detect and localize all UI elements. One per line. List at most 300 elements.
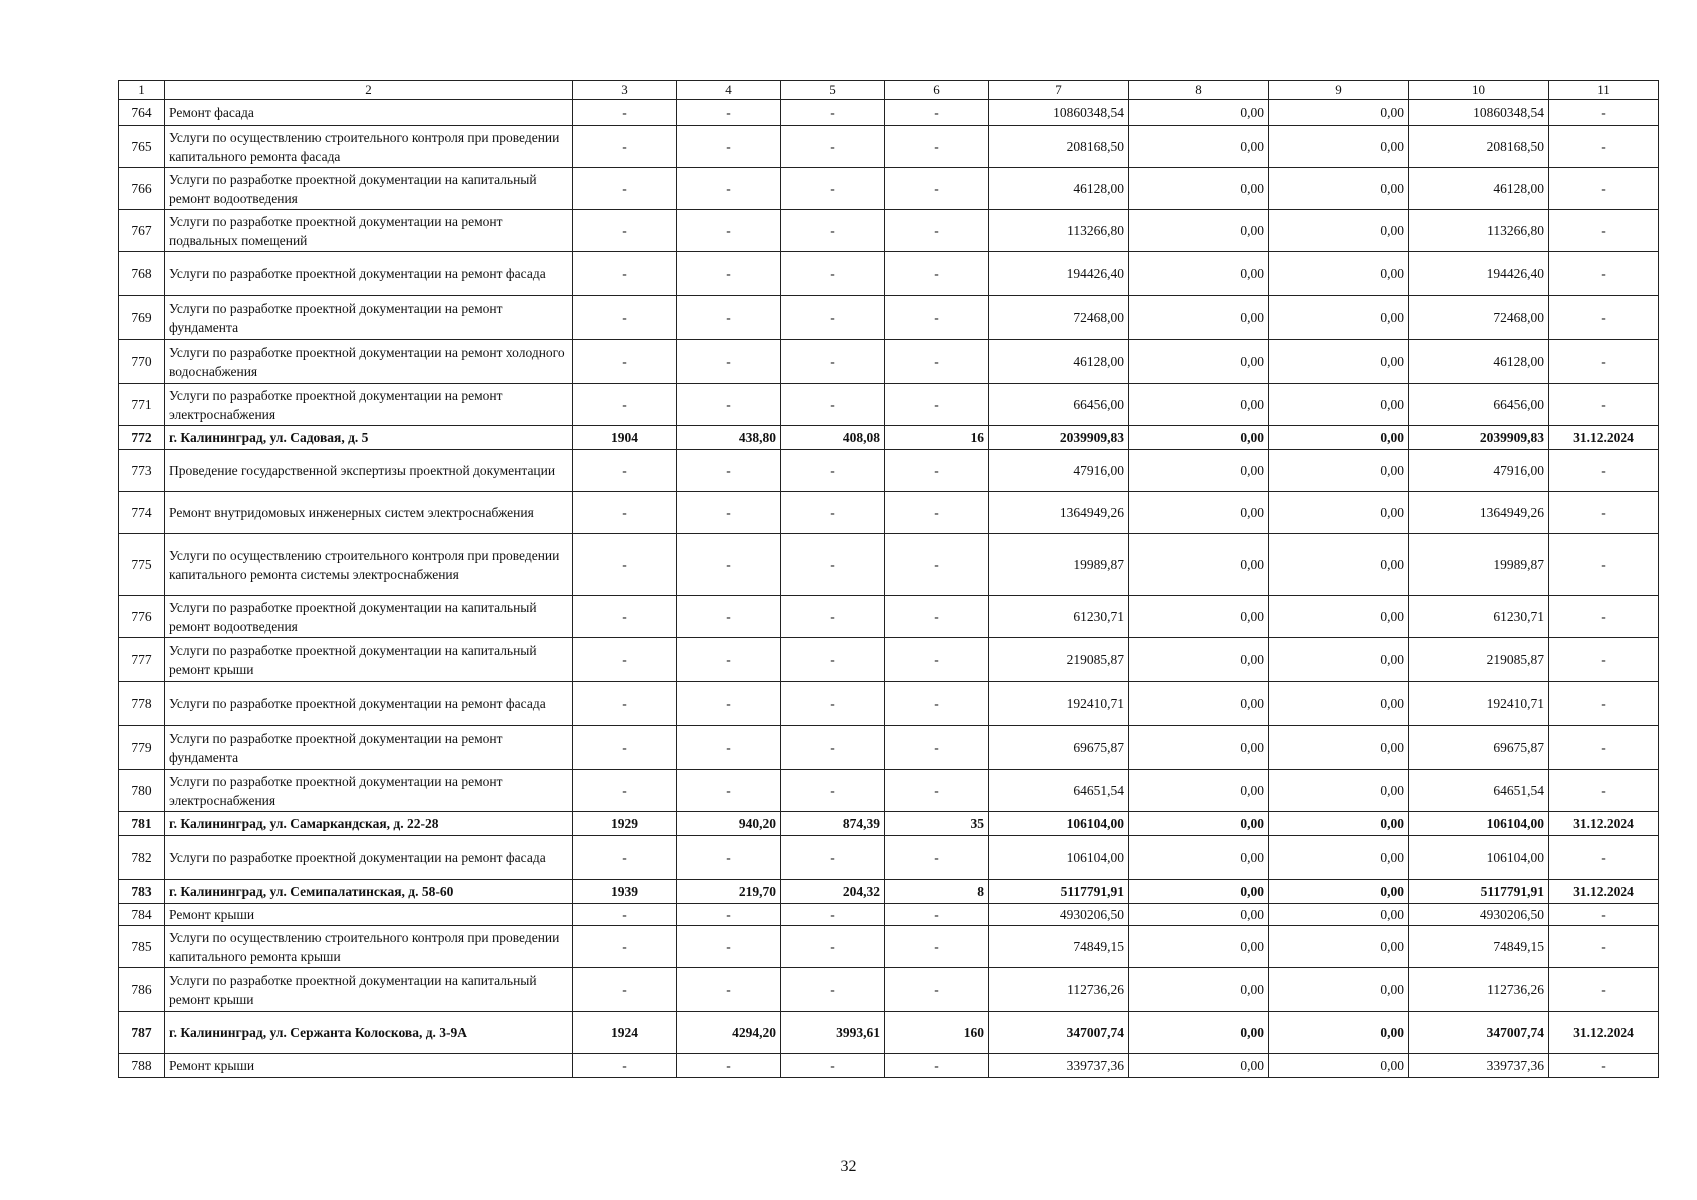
value-cell: 1939 (573, 880, 677, 904)
header-cell: 3 (573, 81, 677, 100)
table-row (119, 836, 1659, 880)
value-cell: 0,00 (1269, 1054, 1409, 1078)
value-cell: 0,00 (1269, 836, 1409, 880)
row-number-cell: 770 (119, 340, 165, 384)
value-cell: 66456,00 (1409, 384, 1549, 426)
value-cell: 8 (885, 880, 989, 904)
value-cell: 35 (885, 812, 989, 836)
value-cell: - (1549, 450, 1659, 492)
description-cell: г. Калининград, ул. Семипалатинская, д. 58-60 (165, 880, 573, 904)
value-cell: - (573, 904, 677, 926)
value-cell: - (1549, 126, 1659, 168)
header-cell: 1 (119, 81, 165, 100)
page-number: 32 (840, 1158, 857, 1175)
table-row (119, 126, 1659, 168)
value-cell: 0,00 (1269, 100, 1409, 126)
value-cell: 0,00 (1269, 252, 1409, 296)
value-cell: - (573, 126, 677, 168)
value-cell: 46128,00 (989, 340, 1129, 384)
value-cell: - (781, 926, 885, 968)
value-cell: - (781, 836, 885, 880)
value-cell: - (885, 1054, 989, 1078)
value-cell: 106104,00 (989, 836, 1129, 880)
value-cell: - (781, 904, 885, 926)
value-cell: - (573, 596, 677, 638)
row-number-cell: 774 (119, 492, 165, 534)
row-number-cell: 771 (119, 384, 165, 426)
table-row (119, 726, 1659, 770)
value-cell: - (677, 296, 781, 340)
value-cell: - (573, 1054, 677, 1078)
table-row (119, 168, 1659, 210)
value-cell: - (1549, 836, 1659, 880)
value-cell: - (781, 682, 885, 726)
value-cell: - (573, 638, 677, 682)
description-cell: Услуги по разработке проектной документации на ремонт фундамента (165, 296, 573, 340)
header-cell: 7 (989, 81, 1129, 100)
row-number-cell: 769 (119, 296, 165, 340)
value-cell: 0,00 (1129, 926, 1269, 968)
description-cell: Услуги по разработке проектной документации на ремонт фасада (165, 252, 573, 296)
table-row (119, 770, 1659, 812)
value-cell: - (573, 210, 677, 252)
row-number-cell: 786 (119, 968, 165, 1012)
value-cell: 160 (885, 1012, 989, 1054)
value-cell: - (885, 596, 989, 638)
value-cell: 0,00 (1269, 968, 1409, 1012)
value-cell: 1364949,26 (1409, 492, 1549, 534)
value-cell: - (781, 126, 885, 168)
row-number-cell: 779 (119, 726, 165, 770)
row-number-cell: 782 (119, 836, 165, 880)
row-number-cell: 787 (119, 1012, 165, 1054)
value-cell: - (573, 836, 677, 880)
value-cell: 339737,36 (989, 1054, 1129, 1078)
value-cell: - (677, 904, 781, 926)
value-cell: 10860348,54 (1409, 100, 1549, 126)
value-cell: 0,00 (1129, 426, 1269, 450)
value-cell: - (677, 770, 781, 812)
row-number-cell: 766 (119, 168, 165, 210)
table-row (119, 638, 1659, 682)
value-cell: 31.12.2024 (1549, 426, 1659, 450)
description-cell: г. Калининград, ул. Самаркандская, д. 22-28 (165, 812, 573, 836)
value-cell: 46128,00 (989, 168, 1129, 210)
value-cell: 46128,00 (1409, 168, 1549, 210)
value-cell: 940,20 (677, 812, 781, 836)
value-cell: 2039909,83 (1409, 426, 1549, 450)
value-cell: - (885, 384, 989, 426)
row-number-cell: 783 (119, 880, 165, 904)
value-cell: 72468,00 (1409, 296, 1549, 340)
value-cell: - (885, 126, 989, 168)
row-number-cell: 788 (119, 1054, 165, 1078)
value-cell: 5117791,91 (1409, 880, 1549, 904)
value-cell: 0,00 (1129, 384, 1269, 426)
table-row (119, 682, 1659, 726)
description-cell: г. Калининград, ул. Садовая, д. 5 (165, 426, 573, 450)
description-cell: Ремонт крыши (165, 904, 573, 926)
value-cell: 408,08 (781, 426, 885, 450)
value-cell: 0,00 (1269, 340, 1409, 384)
description-cell: Услуги по осуществлению строительного контроля при проведении капитального ремонта крыши (165, 926, 573, 968)
table-row (119, 426, 1659, 450)
value-cell: - (1549, 682, 1659, 726)
value-cell: 0,00 (1269, 450, 1409, 492)
description-cell: Ремонт внутридомовых инженерных систем электроснабжения (165, 492, 573, 534)
value-cell: 347007,74 (1409, 1012, 1549, 1054)
table-row (119, 1054, 1659, 1078)
table-row (119, 384, 1659, 426)
value-cell: 106104,00 (1409, 812, 1549, 836)
table-row (119, 880, 1659, 904)
value-cell: 0,00 (1269, 638, 1409, 682)
value-cell: 0,00 (1269, 1012, 1409, 1054)
value-cell: - (1549, 904, 1659, 926)
value-cell: 72468,00 (989, 296, 1129, 340)
value-cell: 874,39 (781, 812, 885, 836)
value-cell: 0,00 (1269, 596, 1409, 638)
value-cell: 0,00 (1269, 880, 1409, 904)
value-cell: - (677, 534, 781, 596)
header-cell: 2 (165, 81, 573, 100)
value-cell: 219,70 (677, 880, 781, 904)
value-cell: - (677, 492, 781, 534)
value-cell: - (1549, 100, 1659, 126)
value-cell: 0,00 (1269, 812, 1409, 836)
row-number-cell: 767 (119, 210, 165, 252)
value-cell: - (1549, 384, 1659, 426)
value-cell: 19989,87 (1409, 534, 1549, 596)
column-number-row (119, 81, 1659, 100)
value-cell: - (885, 726, 989, 770)
value-cell: 113266,80 (989, 210, 1129, 252)
value-cell: - (1549, 340, 1659, 384)
value-cell: - (573, 168, 677, 210)
value-cell: 112736,26 (1409, 968, 1549, 1012)
value-cell: - (885, 926, 989, 968)
table-row (119, 1012, 1659, 1054)
value-cell: - (573, 926, 677, 968)
value-cell: - (781, 384, 885, 426)
value-cell: 0,00 (1269, 168, 1409, 210)
description-cell: Услуги по разработке проектной документации на капитальный ремонт водоотведения (165, 596, 573, 638)
value-cell: - (573, 340, 677, 384)
value-cell: - (573, 682, 677, 726)
table-row (119, 296, 1659, 340)
header-cell: 9 (1269, 81, 1409, 100)
value-cell: 106104,00 (1409, 836, 1549, 880)
description-cell: Ремонт крыши (165, 1054, 573, 1078)
value-cell: - (885, 968, 989, 1012)
table-row (119, 596, 1659, 638)
value-cell: 69675,87 (989, 726, 1129, 770)
header-cell: 11 (1549, 81, 1659, 100)
table-body (119, 81, 1659, 1078)
value-cell: - (781, 596, 885, 638)
value-cell: - (781, 168, 885, 210)
table-row (119, 968, 1659, 1012)
value-cell: 112736,26 (989, 968, 1129, 1012)
value-cell: 0,00 (1129, 682, 1269, 726)
description-cell: Услуги по осуществлению строительного контроля при проведении капитального ремонта системы электроснабжения (165, 534, 573, 596)
value-cell: 0,00 (1129, 534, 1269, 596)
value-cell: 0,00 (1129, 1012, 1269, 1054)
row-number-cell: 773 (119, 450, 165, 492)
value-cell: 69675,87 (1409, 726, 1549, 770)
value-cell: 16 (885, 426, 989, 450)
header-cell: 10 (1409, 81, 1549, 100)
value-cell: 47916,00 (1409, 450, 1549, 492)
value-cell: 0,00 (1269, 384, 1409, 426)
value-cell: 0,00 (1269, 904, 1409, 926)
value-cell: 0,00 (1129, 596, 1269, 638)
value-cell: - (677, 126, 781, 168)
value-cell: - (573, 450, 677, 492)
value-cell: - (573, 252, 677, 296)
value-cell: - (885, 100, 989, 126)
value-cell: 106104,00 (989, 812, 1129, 836)
value-cell: 2039909,83 (989, 426, 1129, 450)
value-cell: 0,00 (1129, 904, 1269, 926)
value-cell: 0,00 (1129, 100, 1269, 126)
value-cell: - (781, 252, 885, 296)
value-cell: 0,00 (1269, 534, 1409, 596)
value-cell: - (885, 210, 989, 252)
value-cell: - (573, 968, 677, 1012)
value-cell: 19989,87 (989, 534, 1129, 596)
value-cell: 4930206,50 (989, 904, 1129, 926)
value-cell: 219085,87 (1409, 638, 1549, 682)
value-cell: - (1549, 296, 1659, 340)
value-cell: - (677, 836, 781, 880)
table-row (119, 252, 1659, 296)
value-cell: - (573, 100, 677, 126)
table-row (119, 812, 1659, 836)
value-cell: - (677, 596, 781, 638)
value-cell: 0,00 (1129, 1054, 1269, 1078)
row-number-cell: 764 (119, 100, 165, 126)
value-cell: - (1549, 638, 1659, 682)
value-cell: 192410,71 (989, 682, 1129, 726)
value-cell: 4930206,50 (1409, 904, 1549, 926)
value-cell: 1929 (573, 812, 677, 836)
header-cell: 6 (885, 81, 989, 100)
value-cell: - (1549, 596, 1659, 638)
value-cell: - (781, 492, 885, 534)
value-cell: 194426,40 (989, 252, 1129, 296)
description-cell: Услуги по разработке проектной документации на капитальный ремонт крыши (165, 968, 573, 1012)
value-cell: - (781, 210, 885, 252)
value-cell: - (677, 968, 781, 1012)
value-cell: - (677, 726, 781, 770)
header-cell: 4 (677, 81, 781, 100)
value-cell: 438,80 (677, 426, 781, 450)
value-cell: 339737,36 (1409, 1054, 1549, 1078)
value-cell: - (573, 770, 677, 812)
value-cell: - (885, 534, 989, 596)
value-cell: - (573, 296, 677, 340)
value-cell: 64651,54 (989, 770, 1129, 812)
value-cell: 4294,20 (677, 1012, 781, 1054)
value-cell: - (781, 534, 885, 596)
value-cell: - (1549, 168, 1659, 210)
value-cell: - (677, 450, 781, 492)
description-cell: Услуги по разработке проектной документации на ремонт фасада (165, 836, 573, 880)
value-cell: 0,00 (1269, 682, 1409, 726)
value-cell: 47916,00 (989, 450, 1129, 492)
value-cell: 0,00 (1269, 296, 1409, 340)
value-cell: - (573, 534, 677, 596)
value-cell: - (677, 100, 781, 126)
value-cell: - (677, 252, 781, 296)
value-cell: 64651,54 (1409, 770, 1549, 812)
value-cell: - (781, 1054, 885, 1078)
value-cell: 0,00 (1269, 126, 1409, 168)
description-cell: Проведение государственной экспертизы проектной документации (165, 450, 573, 492)
table-row (119, 210, 1659, 252)
row-number-cell: 784 (119, 904, 165, 926)
value-cell: 31.12.2024 (1549, 812, 1659, 836)
value-cell: - (677, 926, 781, 968)
row-number-cell: 785 (119, 926, 165, 968)
value-cell: - (1549, 726, 1659, 770)
value-cell: 1924 (573, 1012, 677, 1054)
budget-table (118, 80, 1659, 1078)
value-cell: 31.12.2024 (1549, 880, 1659, 904)
value-cell: 0,00 (1269, 726, 1409, 770)
value-cell: - (677, 682, 781, 726)
value-cell: - (885, 296, 989, 340)
value-cell: - (677, 384, 781, 426)
value-cell: - (781, 638, 885, 682)
value-cell: 46128,00 (1409, 340, 1549, 384)
value-cell: - (1549, 770, 1659, 812)
value-cell: - (573, 384, 677, 426)
value-cell: 0,00 (1129, 638, 1269, 682)
value-cell: - (573, 492, 677, 534)
value-cell: 194426,40 (1409, 252, 1549, 296)
value-cell: 113266,80 (1409, 210, 1549, 252)
value-cell: 0,00 (1129, 880, 1269, 904)
value-cell: - (781, 450, 885, 492)
value-cell: 0,00 (1129, 812, 1269, 836)
value-cell: 0,00 (1129, 492, 1269, 534)
value-cell: - (1549, 1054, 1659, 1078)
value-cell: 61230,71 (1409, 596, 1549, 638)
value-cell: - (781, 296, 885, 340)
value-cell: 0,00 (1129, 770, 1269, 812)
value-cell: - (1549, 968, 1659, 1012)
value-cell: 0,00 (1269, 426, 1409, 450)
value-cell: 3993,61 (781, 1012, 885, 1054)
header-cell: 5 (781, 81, 885, 100)
value-cell: 0,00 (1269, 926, 1409, 968)
table-row (119, 926, 1659, 968)
value-cell: - (885, 492, 989, 534)
description-cell: Услуги по разработке проектной документации на капитальный ремонт крыши (165, 638, 573, 682)
description-cell: Услуги по разработке проектной документации на ремонт электроснабжения (165, 384, 573, 426)
row-number-cell: 775 (119, 534, 165, 596)
value-cell: - (885, 836, 989, 880)
value-cell: 0,00 (1129, 126, 1269, 168)
row-number-cell: 776 (119, 596, 165, 638)
value-cell: - (677, 210, 781, 252)
value-cell: - (573, 726, 677, 770)
value-cell: - (1549, 926, 1659, 968)
value-cell: - (677, 1054, 781, 1078)
value-cell: - (1549, 210, 1659, 252)
value-cell: 0,00 (1269, 492, 1409, 534)
value-cell: - (677, 168, 781, 210)
row-number-cell: 768 (119, 252, 165, 296)
row-number-cell: 772 (119, 426, 165, 450)
value-cell: 0,00 (1129, 836, 1269, 880)
row-number-cell: 777 (119, 638, 165, 682)
description-cell: Услуги по разработке проектной документации на ремонт фундамента (165, 726, 573, 770)
value-cell: - (677, 340, 781, 384)
value-cell: - (1549, 534, 1659, 596)
value-cell: 31.12.2024 (1549, 1012, 1659, 1054)
value-cell: 219085,87 (989, 638, 1129, 682)
value-cell: 208168,50 (989, 126, 1129, 168)
row-number-cell: 780 (119, 770, 165, 812)
row-number-cell: 778 (119, 682, 165, 726)
value-cell: 347007,74 (989, 1012, 1129, 1054)
value-cell: - (885, 770, 989, 812)
table-row (119, 492, 1659, 534)
value-cell: 66456,00 (989, 384, 1129, 426)
value-cell: - (1549, 492, 1659, 534)
value-cell: 5117791,91 (989, 880, 1129, 904)
value-cell: 0,00 (1129, 450, 1269, 492)
table-row (119, 100, 1659, 126)
value-cell: 192410,71 (1409, 682, 1549, 726)
value-cell: 208168,50 (1409, 126, 1549, 168)
value-cell: - (781, 968, 885, 1012)
value-cell: 0,00 (1269, 770, 1409, 812)
value-cell: 0,00 (1129, 968, 1269, 1012)
value-cell: 74849,15 (989, 926, 1129, 968)
table-row (119, 450, 1659, 492)
description-cell: Услуги по разработке проектной документации на ремонт подвальных помещений (165, 210, 573, 252)
value-cell: - (1549, 252, 1659, 296)
value-cell: 0,00 (1129, 210, 1269, 252)
description-cell: Услуги по осуществлению строительного контроля при проведении капитального ремонта фасада (165, 126, 573, 168)
value-cell: 0,00 (1129, 168, 1269, 210)
row-number-cell: 765 (119, 126, 165, 168)
value-cell: - (781, 100, 885, 126)
value-cell: - (885, 682, 989, 726)
value-cell: 0,00 (1129, 252, 1269, 296)
value-cell: - (781, 340, 885, 384)
value-cell: - (885, 252, 989, 296)
description-cell: Ремонт фасада (165, 100, 573, 126)
description-cell: Услуги по разработке проектной документации на капитальный ремонт водоотведения (165, 168, 573, 210)
row-number-cell: 781 (119, 812, 165, 836)
description-cell: г. Калининград, ул. Сержанта Колоскова, д. 3-9А (165, 1012, 573, 1054)
value-cell: 10860348,54 (989, 100, 1129, 126)
value-cell: - (677, 638, 781, 682)
value-cell: 0,00 (1129, 340, 1269, 384)
value-cell: 204,32 (781, 880, 885, 904)
value-cell: - (781, 726, 885, 770)
value-cell: - (885, 638, 989, 682)
description-cell: Услуги по разработке проектной документации на ремонт электроснабжения (165, 770, 573, 812)
description-cell: Услуги по разработке проектной документации на ремонт фасада (165, 682, 573, 726)
value-cell: - (885, 168, 989, 210)
value-cell: - (781, 770, 885, 812)
